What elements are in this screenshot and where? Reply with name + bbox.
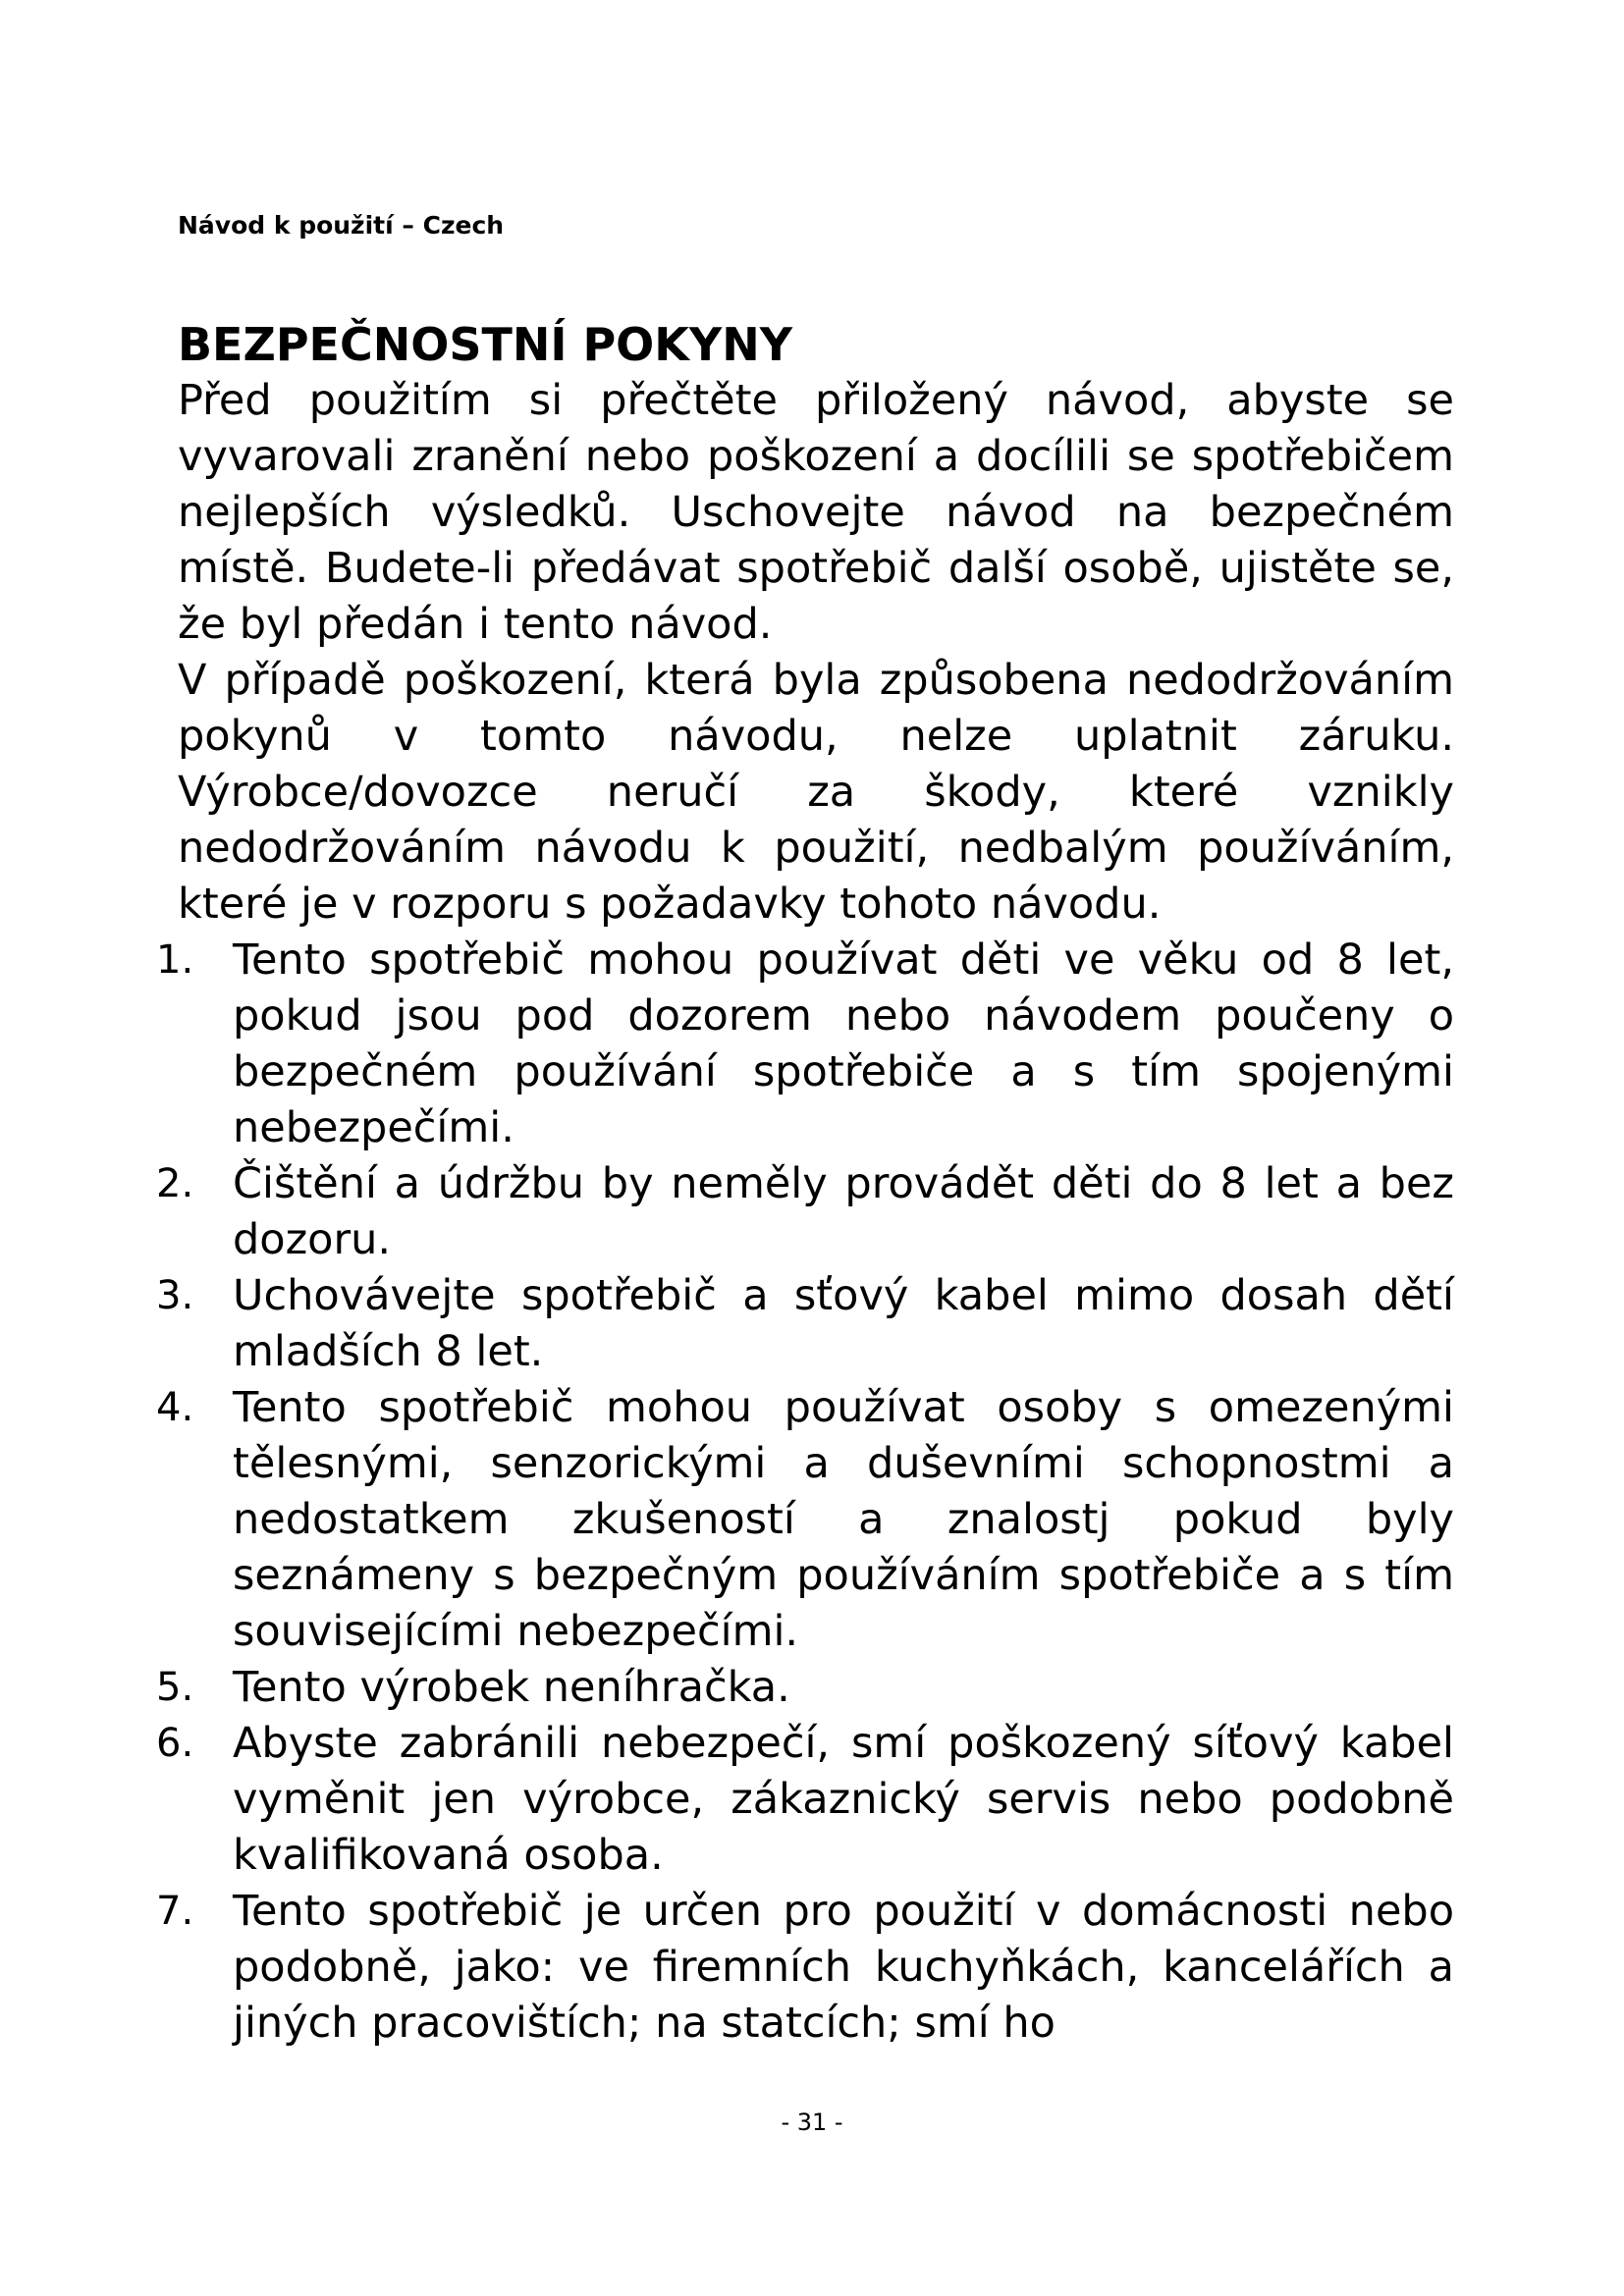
list-item-text: Tento výrobek neníhračka. [233,1663,790,1712]
list-item-text: Abyste zabránili nebezpečí, smí poškozený síťový kabel vyměnit jen výrobce, zákaznický servis nebo podobně kvalifikovaná osoba. [233,1719,1454,1880]
warranty-paragraph: V případě poškození, která byla způsobena nedodržováním pokynů v tomto návodu, nelze uplatnit záruku. Výrobce/dovozce neručí za škody, které vznikly nedodržováním návodu k použití, nedbalým používáním, které je v rozporu s požadavky tohoto návodu. [178,656,1454,929]
list-item-number: 7. [156,1889,194,1934]
list-item-text: Tento spotřebič mohou používat osoby s omezenými tělesnými, senzorickými a duševními schopnostmi a nedostatkem zkušeností a znalostj pokud byly seznámeny s bezpečným používáním spotřebiče a s tím souvisejícími nebezpečími. [233,1383,1454,1656]
list-item [156,1660,1454,1716]
list-item [156,1380,1454,1660]
list-item-number: 2. [156,1161,194,1206]
list-item-number: 6. [156,1721,194,1766]
list-item-text: Tento spotřebič mohou používat děti ve věku od 8 let, pokud jsou pod dozorem nebo návodem poučeny o bezpečném používání spotřebiče a s tím spojenými nebezpečími. [233,935,1454,1152]
list-item [156,1716,1454,1884]
list-item-text: Čištění a údržbu by neměly provádět děti do 8 let a bez dozoru. [233,1159,1454,1264]
section-title: BEZPEČNOSTNÍ POKYNY [178,318,793,371]
list-item-text: Tento spotřebič je určen pro použití v domácnosti nebo podobně, jako: ve firemních kuchyňkách, kancelářích a jiných pracovištích; na statcích; smí ho [233,1887,1454,2048]
running-header: Návod k použití – Czech [178,211,505,240]
list-item [156,1268,1454,1380]
list-item [156,933,1454,1156]
page-content [156,316,1454,2052]
safety-instructions-list [156,933,1454,2052]
page-number: - 31 - [781,2109,843,2136]
list-item-number: 3. [156,1273,194,1318]
list-item [156,1884,1454,2052]
intro-paragraph: Před použitím si přečtěte přiložený návod, abyste se vyvarovali zranění nebo poškození a docílili se spotřebičem nejlepších výsledků. Uschovejte návod na bezpečném místě. Budete-li předávat spotřebič další osobě, ujistěte se, že byl předán i tento návod. [178,376,1454,649]
list-item-number: 4. [156,1385,194,1430]
list-item [156,1156,1454,1268]
list-item-text: Uchovávejte spotřebič a sťový kabel mimo dosah dětí mladších 8 let. [233,1271,1454,1376]
list-item-number: 5. [156,1665,194,1710]
list-item-number: 1. [156,937,194,983]
